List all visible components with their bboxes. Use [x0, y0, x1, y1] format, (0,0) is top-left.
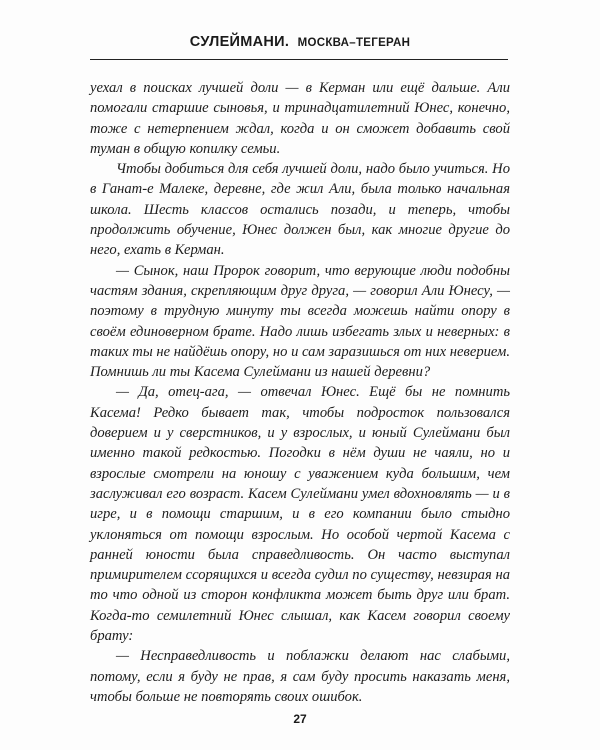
- running-head-subtitle: МОСКВА–ТЕГЕРАН: [297, 37, 411, 49]
- paragraph: Чтобы добиться для себя лучшей доли, надо было учиться. Но в Ганат-е Малеке, деревне, где жил Али, была только начальная школа. Шесть классов остались позади, и теперь, чтобы продолжить обучение, Юнес должен был, как многие другие до него, ехать в Керман.: [90, 161, 510, 259]
- paragraph-continued: уехал в поисках лучшей доли — в Керман или ещё дальше. Али помогали старшие сыновья, и тринадцатилетний Юнес, конечно, тоже с нетерпением ждал, когда и он сможет добавить свой туман в общую копилку семьи.: [90, 80, 510, 157]
- paragraph-dialogue: — Сынок, наш Пророк говорит, что верующие люди подобны частям здания, скрепляющим друг друга, — говорил Али Юнесу, — поэтому в трудную минуту ты всегда можешь найти опору в своём единоверном брате. Надо лишь избегать злых и неверных: в таких ты не найдёшь опору, но и сам заразишься от них неверием. Помнишь ли ты Касема Сулеймани из нашей деревни?: [90, 262, 510, 381]
- paragraph-dialogue: — Несправедливость и поблажки делают нас слабыми, потому, если я буду не прав, я сам буду просить наказать меня, чтобы больше не повторять своих ошибок.: [90, 648, 510, 705]
- page-number: 27: [293, 712, 307, 726]
- paragraph-dialogue: — Да, отец-ага, — отвечал Юнес. Ещё бы не помнить Касема! Редко бывает так, чтобы подросток пользовался доверием и у сверстников, и у взрослых, и юный Сулеймани был именно такой редкостью. Погодки в нём души не чаяли, но и взрослые смотрели на юношу с уважением куда большим, чем заслуживал его возраст. Касем Сулеймани умел вдохновлять — и в игре, и в помощи старшим, и в его компании было стыдно уклоняться от помощи взрослым. Но особой чертой Касема с ранней юности была справедливость. Он часто выступал примирителем ссорящихся и всегда судил по существу, невзирая на то что одной из сторон конфликта может быть друг или брат. Когда-то семилетний Юнес слышал, как Касем говорил своему брату:: [90, 384, 510, 645]
- body-text: [90, 78, 510, 707]
- running-head: [0, 34, 600, 50]
- running-head-title: СУЛЕЙМАНИ.: [189, 34, 290, 50]
- header-rule: [90, 59, 508, 60]
